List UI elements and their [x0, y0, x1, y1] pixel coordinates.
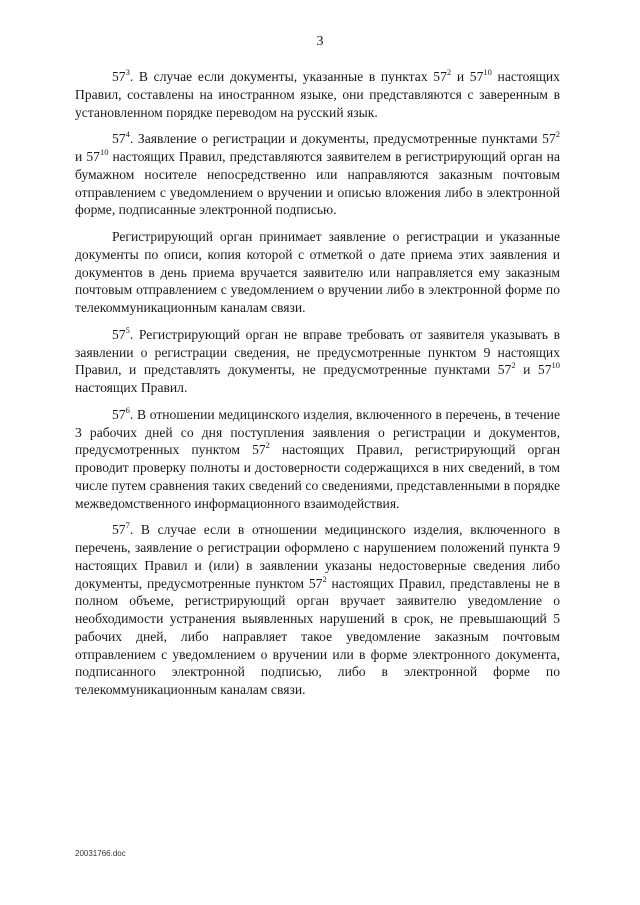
- paragraph-text: . В отношении медицинского изделия, включенного в перечень, в течение 3 рабочих дней со дня поступления заявления о регистрации и документов, предусмотренных пунктом 57: [75, 406, 560, 458]
- paragraph-text: . В случае если в отношении медицинского изделия, включенного в перечень, заявление о регистрации оформлено с нарушением положений пункта 9 настоящих Правил и (или) в заявлении указаны недостоверные сведения либо документы, предусмотренные пунктом 57: [75, 522, 560, 591]
- reference-superscript: 10: [99, 147, 109, 157]
- clause-number-superscript: 5: [125, 324, 130, 335]
- paragraph-text: настоящих Правил, регистрирующий орган проводит проверку полноты и достоверности содержащихся в них сведений, в том числе путем сравнения таких сведений со сведениями, представленными в порядке межведомственного информационного взаимодействия.: [75, 442, 561, 511]
- reference-superscript: 2: [265, 440, 270, 451]
- clause-number-superscript: 6: [125, 404, 130, 415]
- paragraph-text: и 57: [451, 69, 484, 84]
- paragraph-text: настоящих Правил, составлены на иностранном языке, они представляются с заверенным в установленном порядке переводом на русский язык.: [75, 69, 560, 120]
- paragraph-text: настоящих Правил.: [75, 380, 188, 395]
- clause-number: 57: [112, 406, 126, 422]
- clause-number-superscript: 3: [125, 67, 130, 77]
- paragraph-p57-7: [75, 521, 560, 699]
- clause-number: 57: [112, 69, 126, 84]
- paragraph-text: настоящих Правил, представляются заявителем в регистрирующий орган на бумажном носителе непосредственно или направляются заказным почтовым отправлением с уведомлением о вручении и описью вложения либо в электронной форме, подписанные электронной подписью.: [75, 149, 560, 218]
- paragraph-text: Регистрирующий орган принимает заявление о регистрации и указанные документы по описи, копия которой с отметкой о дате приема этих заявления и документов в день приема вручается заявителю или направляется ему заказным почтовым отправлением с уведомлением о вручении либо в электронной форме по телекоммуникационным каналам связи.: [75, 229, 560, 315]
- paragraph-p57-4: [75, 130, 560, 219]
- clause-number-superscript: 7: [125, 520, 130, 531]
- paragraph-text: и 57: [75, 149, 100, 164]
- clause-number-superscript: 4: [125, 129, 130, 140]
- paragraph-text: и 57: [515, 362, 552, 378]
- paragraph-text: . В случае если документы, указанные в пунктах 57: [129, 69, 447, 84]
- clause-number: 57: [112, 131, 126, 147]
- reference-superscript: 10: [483, 67, 492, 77]
- clause-number: 57: [112, 326, 126, 342]
- reference-superscript: 2: [555, 129, 560, 140]
- paragraph-p57-3: [75, 68, 560, 121]
- reference-superscript: 2: [446, 67, 452, 77]
- paragraph-text: . Заявление о регистрации и документы, предусмотренные пунктами 57: [129, 131, 556, 147]
- paragraph-text: . Регистрирующий орган не вправе требовать от заявителя указывать в заявлении о регистрации сведения, не предусмотренные пунктом 9 настоящих Правил, и представлять документы, не предусмотренные пунктами 57: [75, 326, 560, 378]
- paragraph-p57-4b: [75, 228, 560, 317]
- paragraph-text: настоящих Правил, представлены не в полном объеме, регистрирующий орган вручает заявителю уведомление о необходимости устранения выявленных нарушений в срок, не превышающий 5 рабочих дней, либо направляет такое уведомление заказным почтовым отправлением с уведомлением о вручении или в форме электронного документа, подписанного электронной подписью, либо в электронной форме по телекоммуникационным каналам связи.: [75, 575, 561, 697]
- clause-number: 57: [112, 522, 126, 538]
- paragraph-p57-6: [75, 406, 560, 513]
- page-number: 3: [316, 34, 324, 49]
- reference-superscript: 2: [511, 360, 516, 371]
- document-body: [75, 68, 560, 699]
- document-file-code: 20031766.doc: [75, 849, 126, 858]
- reference-superscript: 2: [322, 573, 327, 584]
- paragraph-p57-5: [75, 326, 560, 397]
- reference-superscript: 10: [551, 360, 560, 371]
